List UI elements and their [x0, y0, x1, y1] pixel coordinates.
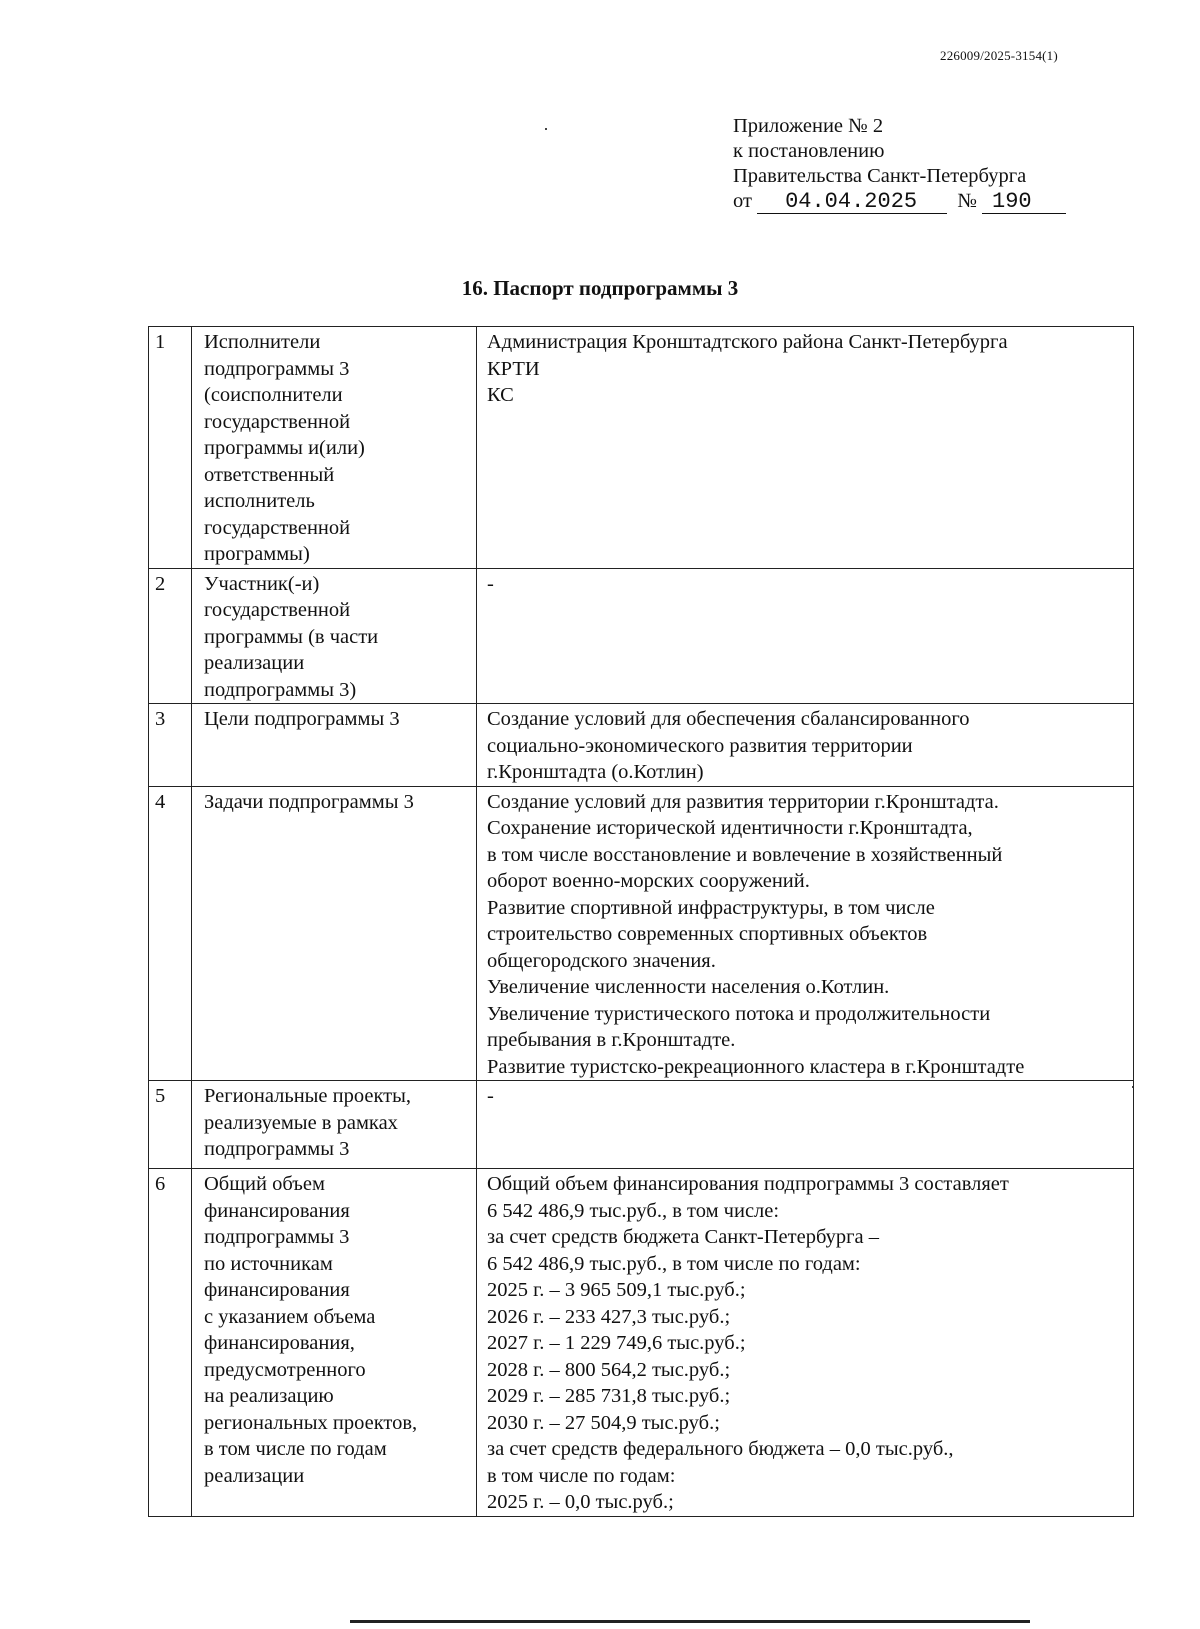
row-label: Цели подпрограммы 3 — [192, 704, 477, 787]
appendix-resolution-ref: к постановлению — [733, 140, 885, 162]
appendix-block — [733, 114, 1066, 214]
row-value: - — [477, 1081, 1134, 1169]
registration-number: 226009/2025-3154(1) — [940, 48, 1058, 63]
row-value: Создание условий для обеспечения сбалансированного социально-экономического развития территории г.Кронштадта (о.Котлин) — [477, 704, 1134, 787]
appendix-title: Приложение № 2 — [733, 115, 884, 137]
row-number: 4 — [149, 786, 192, 1081]
row-number: 3 — [149, 704, 192, 787]
row-label: Задачи подпрограммы 3 — [192, 786, 477, 1081]
row-label: Региональные проекты, реализуемые в рамках подпрограммы 3 — [192, 1081, 477, 1169]
row-number: 1 — [149, 327, 192, 569]
row-label: Общий объем финансирования подпрограммы 3 по источникам финансирования с указанием объема финансирования, предусмотренного на реализацию региональных проектов, в том числе по годам реализации — [192, 1169, 477, 1517]
row-label: Участник(-и) государственной программы (в части реализации подпрограммы 3) — [192, 568, 477, 704]
row-number: 2 — [149, 568, 192, 704]
scan-edge-line — [350, 1620, 1030, 1623]
row-value: Администрация Кронштадтского района Санкт-Петербурга КРТИ КС — [477, 327, 1134, 569]
table-row — [149, 568, 1134, 704]
appendix-government: Правительства Санкт-Петербурга — [733, 165, 1027, 187]
row-label: Исполнители подпрограммы 3 (соисполнители государственной программы и(или) ответственный исполнитель государственной программы) — [192, 327, 477, 569]
scan-speck — [545, 128, 547, 130]
number-sign: № — [957, 190, 977, 212]
table-row — [149, 1169, 1134, 1517]
row-value: Создание условий для развития территории г.Кронштадта. Сохранение исторической идентичности г.Кронштадта, в том числе восстановление и вовлечение в хозяйственный оборот военно-морских сооружений. Развитие спортивной инфраструктуры, в том числе строительство современных спортивных объектов общегородского значения. Увеличение численности населения о.Котлин. Увеличение туристического потока и продолжительности пребывания в г.Кронштадте. Развитие туристско-рекреационного кластера в г.Кронштадте — [477, 786, 1134, 1081]
row-value: - — [477, 568, 1134, 704]
appendix-date-line — [733, 189, 1066, 214]
date-prefix: от — [733, 190, 752, 212]
resolution-date: 04.04.2025 — [757, 191, 947, 214]
table-row — [149, 1081, 1134, 1169]
row-number: 5 — [149, 1081, 192, 1169]
table-row — [149, 786, 1134, 1081]
row-number: 6 — [149, 1169, 192, 1517]
table-row — [149, 327, 1134, 569]
resolution-number: 190 — [982, 191, 1066, 214]
row-value: Общий объем финансирования подпрограммы 3 составляет 6 542 486,9 тыс.руб., в том числе: за счет средств бюджета Санкт-Петербурга – 6 542 486,9 тыс.руб., в том числе по годам: 2025 г. – 3 965 509,1 тыс.руб.; 2026 г. – 233 427,3 тыс.руб.; 2027 г. – 1 229 749,6 тыс.руб.; 2028 г. – 800 564,2 тыс.руб.; 2029 г. – 285 731,8 тыс.руб.; 2030 г. – 27 504,9 тыс.руб.; за счет средств федерального бюджета – 0,0 тыс.руб., в том числе по годам: 2025 г. – 0,0 тыс.руб.; — [477, 1169, 1134, 1517]
table-row — [149, 704, 1134, 787]
page-title: 16. Паспорт подпрограммы 3 — [461, 276, 739, 300]
passport-table — [148, 326, 1134, 1517]
